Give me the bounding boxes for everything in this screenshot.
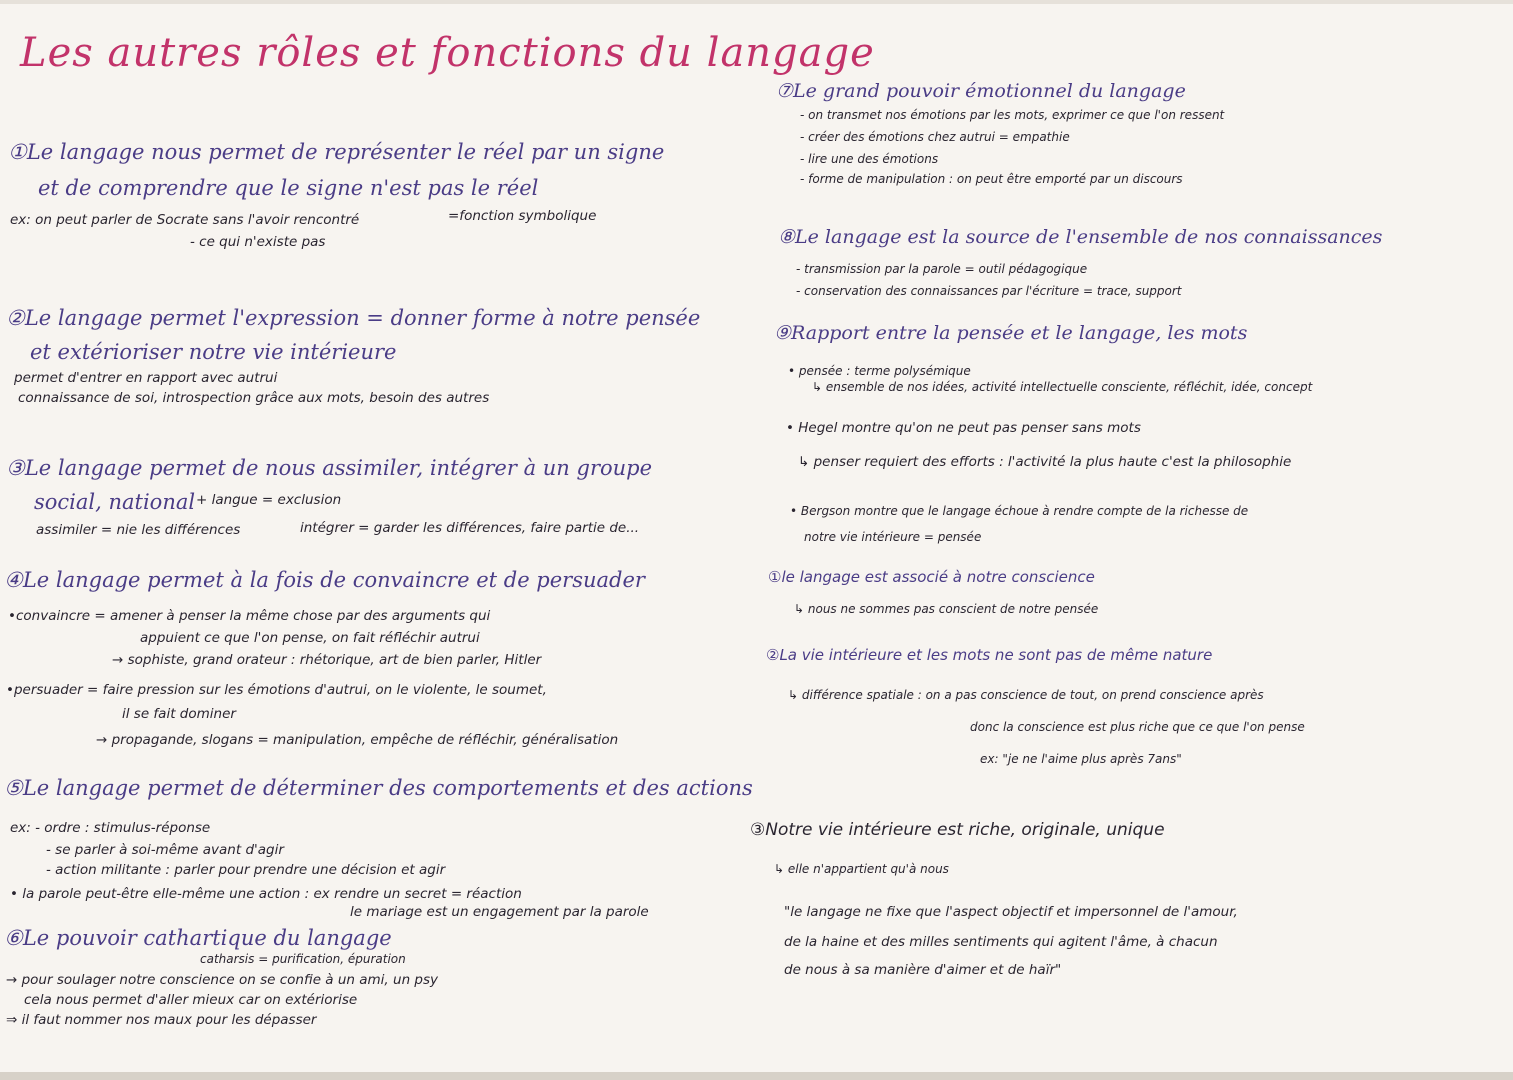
section-1-note: - ce qui n'existe pas	[190, 234, 326, 250]
section-1-heading: ①Le langage nous permet de représenter le réel par un signe	[8, 140, 665, 164]
point-2-line-3: ex: "je ne l'aime plus après 7ans"	[980, 752, 1182, 766]
section-9-line-5: • Bergson montre que le langage échoue à rendre compte de la richesse de	[790, 504, 1249, 518]
section-8-line-2: - conservation des connaissances par l'écriture = trace, support	[796, 284, 1182, 298]
section-6-catharsis: catharsis = purification, épuration	[200, 952, 406, 966]
paper-bottom-edge	[0, 1072, 1513, 1080]
section-4-heading: ④Le langage permet à la fois de convaincre et de persuader	[4, 568, 645, 592]
point-3-heading: ③Notre vie intérieure est riche, originale, unique	[750, 820, 1165, 840]
section-7-line-2: - créer des émotions chez autrui = empathie	[800, 130, 1070, 144]
section-7-line-4: - forme de manipulation : on peut être emporté par un discours	[800, 172, 1183, 186]
section-9-line-1: • pensée : terme polysémique	[788, 364, 971, 378]
section-3-integrer: intégrer = garder les différences, faire partie de...	[300, 520, 640, 536]
section-5-line-3: - action militante : parler pour prendre une décision et agir	[46, 862, 446, 878]
section-3-assimiler: assimiler = nie les différences	[36, 522, 241, 538]
section-4-line-3: → sophiste, grand orateur : rhétorique, art de bien parler, Hitler	[112, 652, 542, 668]
section-7-line-1: - on transmet nos émotions par les mots, exprimer ce que l'on ressent	[800, 108, 1225, 122]
section-1-heading-cont: et de comprendre que le signe n'est pas le réel	[38, 176, 539, 200]
point-2-heading: ②La vie intérieure et les mots ne sont pas de même nature	[766, 646, 1213, 664]
section-7-line-3: - lire une des émotions	[800, 152, 939, 166]
point-3-quote-2: de la haine et des milles sentiments qui agitent l'âme, à chacun	[784, 934, 1218, 950]
section-5-line-5: le mariage est un engagement par la parole	[350, 904, 649, 920]
section-2-line-1: permet d'entrer en rapport avec autrui	[14, 370, 278, 386]
point-2-line-1: ↳ différence spatiale : on a pas conscience de tout, on prend conscience après	[788, 688, 1264, 702]
section-9-heading: ⑨Rapport entre la pensée et le langage, les mots	[774, 322, 1248, 344]
point-3-quote-3: de nous à sa manière d'aimer et de haïr"	[784, 962, 1062, 978]
section-6-line-1: → pour soulager notre conscience on se confie à un ami, un psy	[6, 972, 439, 988]
section-9-line-4: ↳ penser requiert des efforts : l'activité la plus haute c'est la philosophie	[798, 454, 1292, 470]
point-1-line-1: ↳ nous ne sommes pas conscient de notre pensée	[794, 602, 1099, 616]
section-1-function: =fonction symbolique	[448, 208, 597, 224]
section-4-line-4: •persuader = faire pression sur les émotions d'autrui, on le violente, le soumet,	[6, 682, 547, 698]
section-5-line-4: • la parole peut-être elle-même une action : ex rendre un secret = réaction	[10, 886, 522, 902]
section-4-line-1: •convaincre = amener à penser la même chose par des arguments qui	[8, 608, 491, 624]
section-7-heading: ⑦Le grand pouvoir émotionnel du langage	[776, 80, 1186, 102]
section-3-heading-cont: social, national	[34, 490, 196, 514]
section-6-heading: ⑥Le pouvoir cathartique du langage	[4, 926, 392, 950]
section-6-line-2: cela nous permet d'aller mieux car on extériorise	[24, 992, 358, 1008]
point-3-quote-1: "le langage ne fixe que l'aspect objectif et impersonnel de l'amour,	[784, 904, 1238, 920]
section-2-heading-cont: et extérioriser notre vie intérieure	[30, 340, 397, 364]
section-1-example: ex: on peut parler de Socrate sans l'avoir rencontré	[10, 212, 360, 228]
section-3-exclusion: + langue = exclusion	[196, 492, 342, 508]
section-4-line-6: → propagande, slogans = manipulation, empêche de réfléchir, généralisation	[96, 732, 619, 748]
section-9-line-3: • Hegel montre qu'on ne peut pas penser sans mots	[786, 420, 1141, 436]
section-5-line-2: - se parler à soi-même avant d'agir	[46, 842, 284, 858]
point-1-heading: ①le langage est associé à notre conscience	[768, 568, 1095, 586]
page-title: Les autres rôles et fonctions du langage	[20, 30, 875, 76]
section-8-heading: ⑧Le langage est la source de l'ensemble de nos connaissances	[778, 226, 1383, 248]
section-4-line-2: appuient ce que l'on pense, on fait réfléchir autrui	[140, 630, 480, 646]
section-5-heading: ⑤Le langage permet de déterminer des comportements et des actions	[4, 776, 753, 800]
paper-top-edge	[0, 0, 1513, 4]
section-8-line-1: - transmission par la parole = outil pédagogique	[796, 262, 1088, 276]
point-2-line-2: donc la conscience est plus riche que ce que l'on pense	[970, 720, 1305, 734]
section-5-line-1: ex: - ordre : stimulus-réponse	[10, 820, 211, 836]
section-2-heading: ②Le langage permet l'expression = donner forme à notre pensée	[6, 306, 701, 330]
section-2-line-2: connaissance de soi, introspection grâce aux mots, besoin des autres	[18, 390, 490, 406]
section-3-heading: ③Le langage permet de nous assimiler, intégrer à un groupe	[6, 456, 653, 480]
section-9-line-2: ↳ ensemble de nos idées, activité intellectuelle consciente, réfléchit, idée, concept	[812, 380, 1313, 394]
section-6-line-3: ⇒ il faut nommer nos maux pour les dépasser	[6, 1012, 317, 1028]
point-3-line-1: ↳ elle n'appartient qu'à nous	[774, 862, 949, 876]
section-9-line-6: notre vie intérieure = pensée	[804, 530, 982, 544]
section-4-line-5: il se fait dominer	[122, 706, 236, 722]
